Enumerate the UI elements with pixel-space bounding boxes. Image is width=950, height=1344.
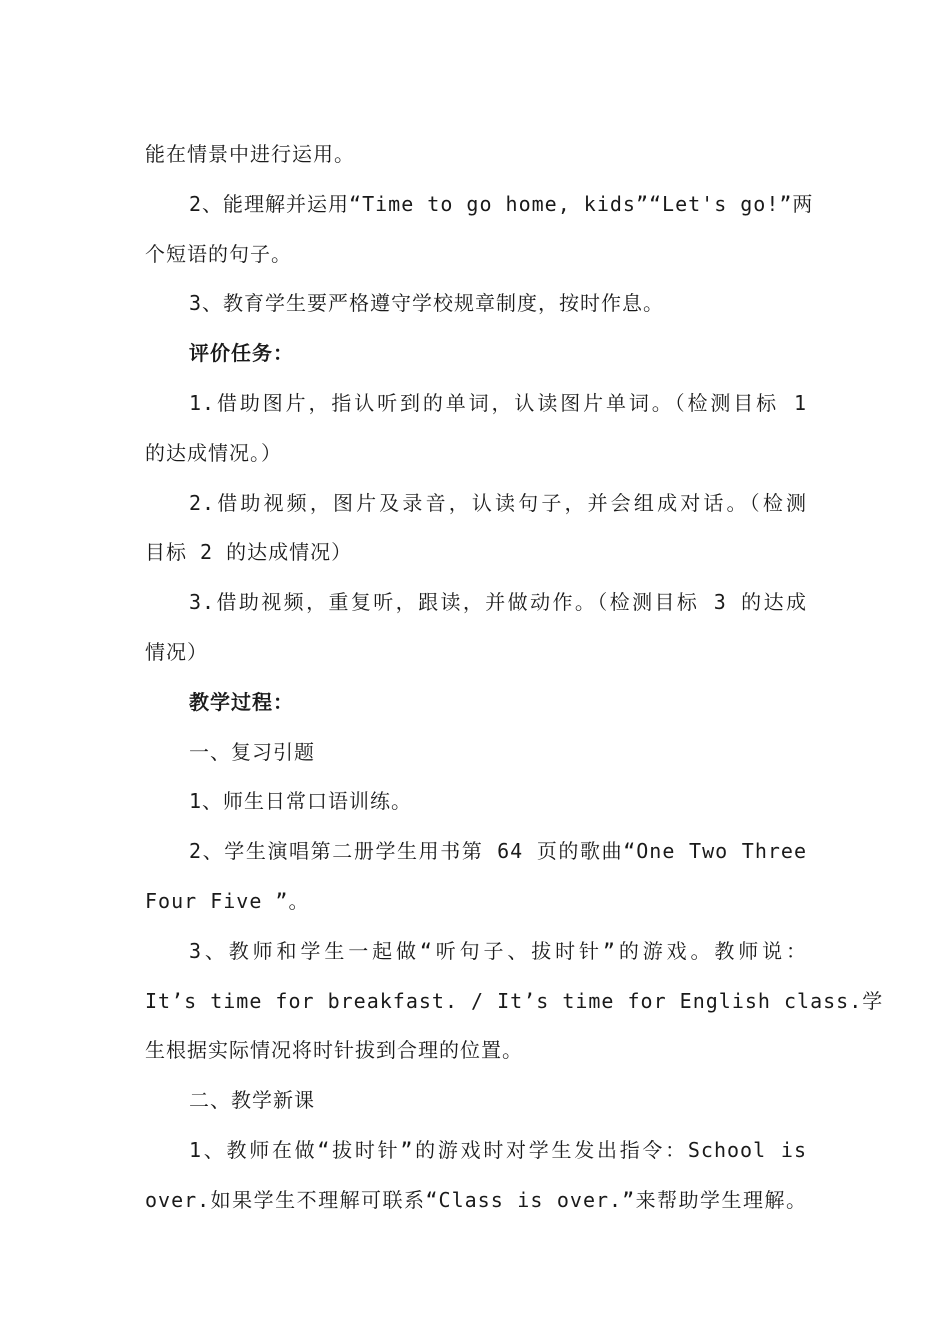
paragraph-line: 目标 2 的达成情况） [145,540,353,565]
paragraph-line: 个短语的句子。 [145,241,292,266]
paragraph-line: 生根据实际情况将时针拔到合理的位置。 [145,1038,523,1063]
section-heading-teaching-process: 教学过程： [189,689,294,714]
paragraph-line: 1、师生日常口语训练。 [189,789,413,814]
paragraph-line: 的达成情况。） [145,440,282,465]
paragraph-line: over.如果学生不理解可联系“Class is over.”来帮助学生理解。 [145,1187,807,1212]
document-body [145,130,884,1226]
section-heading-evaluation-tasks: 评价任务： [189,341,294,366]
paragraph-line: 能在情景中进行运用。 [145,142,355,166]
subsection-heading-new-lesson: 二、教学新课 [189,1088,315,1113]
subsection-heading-review: 一、复习引题 [189,739,315,764]
paragraph-line: 2、学生演唱第二册学生用书第 64 页的歌曲“One Two Three [189,839,807,864]
paragraph-line: 3、教师和学生一起做“听句子、拔时针”的游戏。教师说： [189,938,807,963]
paragraph-line: 2.借助视频，图片及录音，认读句子，并会组成对话。（检测 [189,490,807,515]
paragraph-line: 3、教育学生要严格遵守学校规章制度，按时作息。 [189,291,665,316]
paragraph-line: 2、能理解并运用“Time to go home, kids”“Let's go!”两 [189,191,814,216]
paragraph-line: 1.借助图片，指认听到的单词，认读图片单词。（检测目标 1 [189,390,807,415]
paragraph-line: 3.借助视频，重复听，跟读，并做动作。（检测目标 3 的达成 [189,590,807,615]
paragraph-line: It’s time for breakfast. / It’s time for English class.学 [145,988,884,1013]
paragraph-line: 1、教师在做“拔时针”的游戏时对学生发出指令：School is [189,1137,807,1162]
paragraph-line: 情况） [145,639,208,664]
paragraph-line: Four Five ”。 [145,888,310,913]
